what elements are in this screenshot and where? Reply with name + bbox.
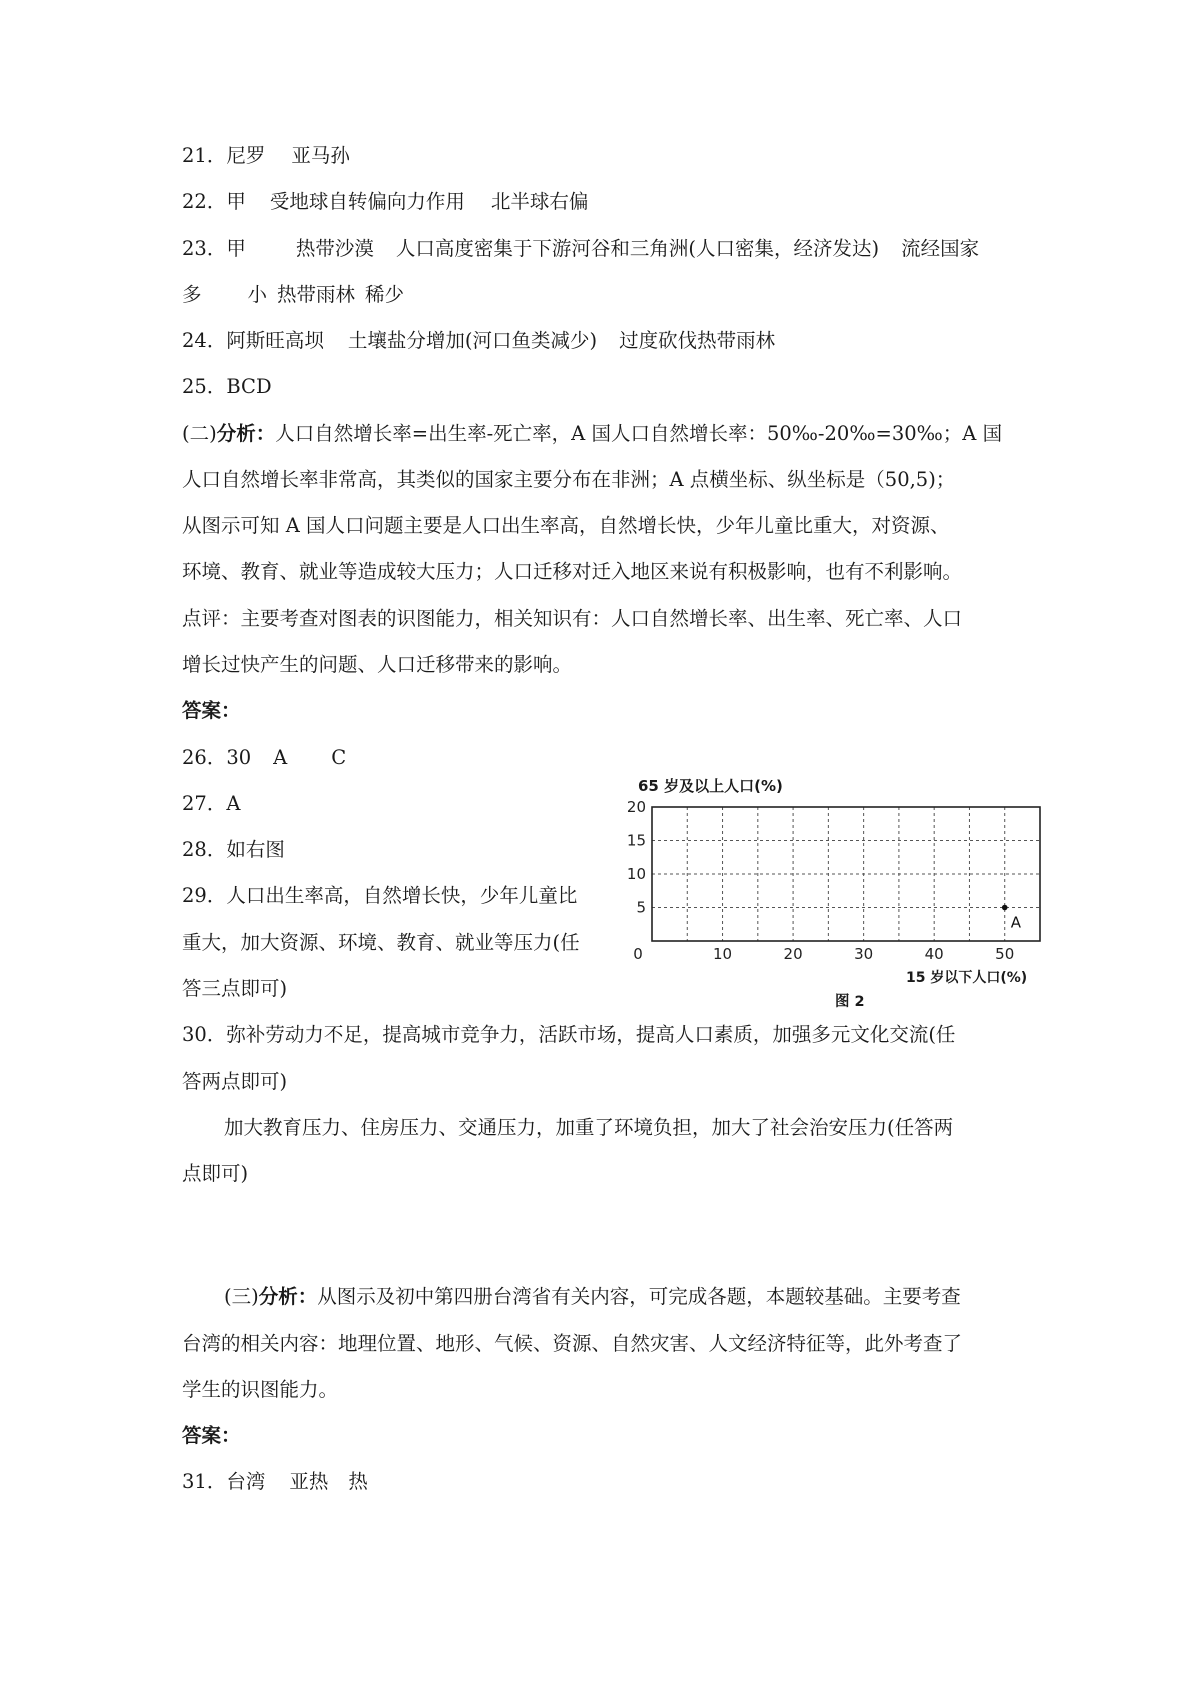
analysis-text: 从图示及初中第四册台湾省有关内容，可完成各题，本题较基础。主要考查 xyxy=(317,1285,961,1308)
x-tick-label: 50 xyxy=(995,945,1015,963)
answer-text: C xyxy=(331,746,347,769)
answer-number: 31． xyxy=(182,1470,227,1493)
answer-text: 亚马孙 xyxy=(291,144,350,167)
answer-text: 热 xyxy=(348,1470,368,1493)
answer-text: 亚热 xyxy=(289,1470,329,1493)
scatter-chart xyxy=(620,795,1050,975)
answer-31 xyxy=(182,1468,368,1496)
answer-text: 稀少 xyxy=(365,283,405,306)
analysis-2-line-6 xyxy=(182,651,572,679)
answer-text: A xyxy=(226,792,241,815)
answer-text: 29．人口出生率高，自然增长快，少年儿童比 xyxy=(182,884,578,907)
answer-30-line-3 xyxy=(224,1114,953,1142)
answer-30-line-1 xyxy=(182,1021,955,1049)
answer-text: 如右图 xyxy=(226,838,285,861)
answer-text: BCD xyxy=(226,375,272,398)
analysis-text: 环境、教育、就业等造成较大压力；人口迁移对迁入地区来说有积极影响，也有不利影响。 xyxy=(182,560,963,583)
data-point-label: A xyxy=(1010,913,1021,932)
chart-y-axis-label: 65 岁及以上人口(%) xyxy=(638,777,783,795)
analysis-label: 分析： xyxy=(258,1285,318,1308)
analysis-label: 分析： xyxy=(216,422,276,445)
answer-text: 流经国家 xyxy=(901,237,980,260)
answer-text: 过度砍伐热带雨林 xyxy=(619,329,776,352)
x-tick-label: 40 xyxy=(924,945,944,963)
answer-number: 22． xyxy=(182,190,227,213)
chart-x-axis-label: 15 岁以下人口(%) xyxy=(906,970,1028,986)
answer-24 xyxy=(182,327,775,355)
answer-text: 人口高度密集于下游河谷和三角洲(人口密集，经济发达) xyxy=(395,237,880,260)
answer-29-line-1 xyxy=(182,882,577,910)
answer-text: 甲 xyxy=(226,237,246,260)
analysis-2-line-4 xyxy=(182,558,962,586)
answer-heading-text: 答案： xyxy=(182,1424,241,1447)
answer-21 xyxy=(182,142,350,170)
answer-number: 25． xyxy=(182,375,227,398)
data-point xyxy=(1002,905,1008,911)
section-prefix: (三) xyxy=(224,1285,259,1308)
answer-text: 小 xyxy=(247,283,268,306)
answer-30-line-2 xyxy=(182,1068,287,1096)
answer-heading-2 xyxy=(182,1422,241,1450)
answer-text: 重大，加大资源、环境、教育、就业等压力(任 xyxy=(182,931,580,954)
answer-text: 30．弥补劳动力不足，提高城市竞争力，活跃市场，提高人口素质，加强多元文化交流(任 xyxy=(182,1023,956,1046)
answer-number: 24． xyxy=(182,329,227,352)
answer-text: 热带雨林 xyxy=(277,283,356,306)
analysis-2-line-3 xyxy=(182,512,949,540)
analysis-text: 人口自然增长率=出生率-死亡率，A 国人口自然增长率：50‰-20‰=30‰；A 国 xyxy=(275,422,1003,445)
section-prefix: (二) xyxy=(182,422,217,445)
answer-25 xyxy=(182,373,272,401)
analysis-2-line-5 xyxy=(182,605,962,633)
x-tick-label: 30 xyxy=(854,945,874,963)
chart-caption: 图 2 xyxy=(835,994,865,1010)
answer-text: 尼罗 xyxy=(226,144,266,167)
answer-29-line-2 xyxy=(182,929,580,957)
answer-text: A xyxy=(273,746,288,769)
analysis-text: 学生的识图能力。 xyxy=(182,1378,339,1401)
answer-text: 受地球自转偏向力作用 xyxy=(269,190,465,213)
x-tick-label: 10 xyxy=(712,945,733,963)
analysis-3-line-1 xyxy=(224,1283,961,1311)
answer-heading xyxy=(182,697,241,725)
y-tick-label: 10 xyxy=(626,865,646,883)
y-tick-label: 15 xyxy=(626,831,646,850)
answer-27 xyxy=(182,790,240,818)
answer-text: 30 xyxy=(226,746,252,769)
answer-text: 点即可) xyxy=(182,1162,249,1185)
analysis-text: 点评：主要考查对图表的识图能力，相关知识有：人口自然增长率、出生率、死亡率、人口 xyxy=(182,607,963,630)
answer-28 xyxy=(182,836,285,864)
answer-text: 阿斯旺高坝 xyxy=(226,329,324,352)
answer-number: 21． xyxy=(182,144,227,167)
analysis-text: 从图示可知 A 国人口问题主要是人口出生率高，自然增长快，少年儿童比重大，对资源、 xyxy=(182,514,950,537)
answer-text: 热带沙漠 xyxy=(295,237,374,260)
answer-number: 28． xyxy=(182,838,227,861)
answer-26 xyxy=(182,744,346,772)
analysis-3-line-3 xyxy=(182,1376,338,1404)
analysis-3-line-2 xyxy=(182,1330,962,1358)
answer-number: 27． xyxy=(182,792,227,815)
answer-text: 多 xyxy=(182,283,202,306)
answer-23 xyxy=(182,235,979,263)
analysis-text: 台湾的相关内容：地理位置、地形、气候、资源、自然灾害、人文经济特征等，此外考查了 xyxy=(182,1332,963,1355)
answer-text: 甲 xyxy=(226,190,246,213)
x-tick-label: 20 xyxy=(783,945,803,963)
answer-text: 土壤盐分增加(河口鱼类减少) xyxy=(347,329,598,352)
answer-23-continued xyxy=(182,281,404,309)
answer-number: 23． xyxy=(182,237,227,260)
analysis-2-line-1 xyxy=(182,420,1002,448)
analysis-2-line-2 xyxy=(182,466,955,494)
answer-heading-text: 答案： xyxy=(182,699,241,722)
answer-text: 答两点即可) xyxy=(182,1070,288,1093)
answer-text: 加大教育压力、住房压力、交通压力，加重了环境负担，加大了社会治安压力(任答两 xyxy=(224,1116,954,1139)
answer-30-line-4 xyxy=(182,1160,248,1188)
analysis-text: 人口自然增长率非常高，其类似的国家主要分布在非洲；A 点横坐标、纵坐标是（50,5)； xyxy=(182,468,956,491)
answer-text: 台湾 xyxy=(226,1470,266,1493)
analysis-text: 增长过快产生的问题、人口迁移带来的影响。 xyxy=(182,653,573,676)
answer-text: 北半球右偏 xyxy=(490,190,589,213)
y-tick-label: 20 xyxy=(626,798,646,816)
answer-text: 答三点即可) xyxy=(182,977,288,1000)
y-tick-label: 5 xyxy=(636,898,646,917)
x-tick-label: 0 xyxy=(633,945,643,963)
answer-number: 26． xyxy=(182,746,227,769)
answer-29-line-3 xyxy=(182,975,287,1003)
answer-22 xyxy=(182,188,588,216)
